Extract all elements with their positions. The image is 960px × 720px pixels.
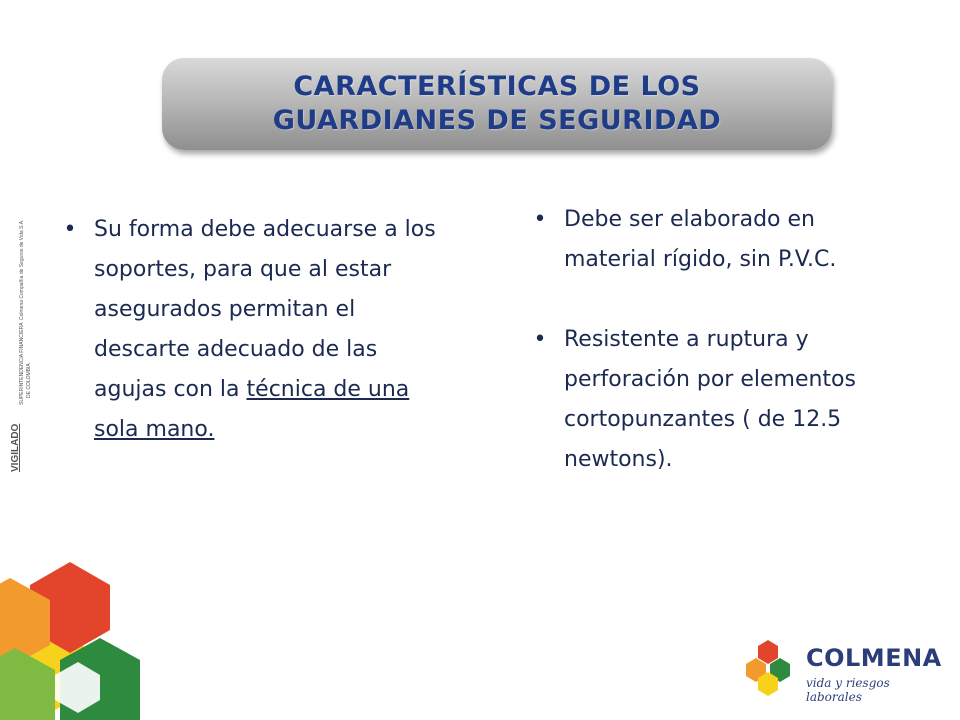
bullet-text: Debe ser elaborado en material rígido, sin P.V.C. bbox=[564, 207, 837, 272]
slide-title-line-1: CARACTERÍSTICAS DE LOS bbox=[293, 71, 701, 102]
bullet-item bbox=[530, 320, 860, 480]
bullet-dot-icon: • bbox=[63, 217, 77, 242]
supervisor-label-2: DE COLOMBIA bbox=[26, 363, 32, 398]
bullet-item bbox=[60, 210, 440, 450]
colmena-hex-logo-icon bbox=[744, 640, 800, 696]
company-legal-name: Colmena Compañía de Seguros de Vida S.A. bbox=[19, 219, 25, 320]
bullet-text: Su forma debe adecuarse a los soportes, para que al estar asegurados permitan el descarte adecuado de las agujas con la bbox=[94, 217, 436, 402]
supervisor-label: SUPERINTENDENCIA FINANCIERA bbox=[19, 322, 25, 405]
colmena-logo bbox=[744, 640, 944, 704]
right-bullet-list bbox=[530, 200, 860, 480]
logo-name: COLMENA bbox=[806, 644, 942, 672]
bullet-dot-icon: • bbox=[533, 327, 547, 352]
underlined-phrase: técnica de una sola mano. bbox=[94, 377, 410, 442]
left-bullet-list bbox=[60, 210, 440, 450]
logo-tagline: vida y riesgos laborales bbox=[806, 676, 890, 704]
right-column bbox=[530, 200, 860, 480]
bullet-item bbox=[530, 200, 860, 280]
bullet-dot-icon: • bbox=[533, 207, 547, 232]
decorative-hexagons bbox=[0, 540, 160, 720]
slide-title-line-2: GUARDIANES DE SEGURIDAD bbox=[272, 105, 722, 136]
title-banner bbox=[162, 58, 832, 150]
bullet-text: Resistente a ruptura y perforación por elementos cortopunzantes ( de 12.5 newtons). bbox=[564, 327, 856, 472]
vigilado-label: VIGILADO bbox=[10, 423, 21, 472]
left-column bbox=[60, 210, 440, 450]
